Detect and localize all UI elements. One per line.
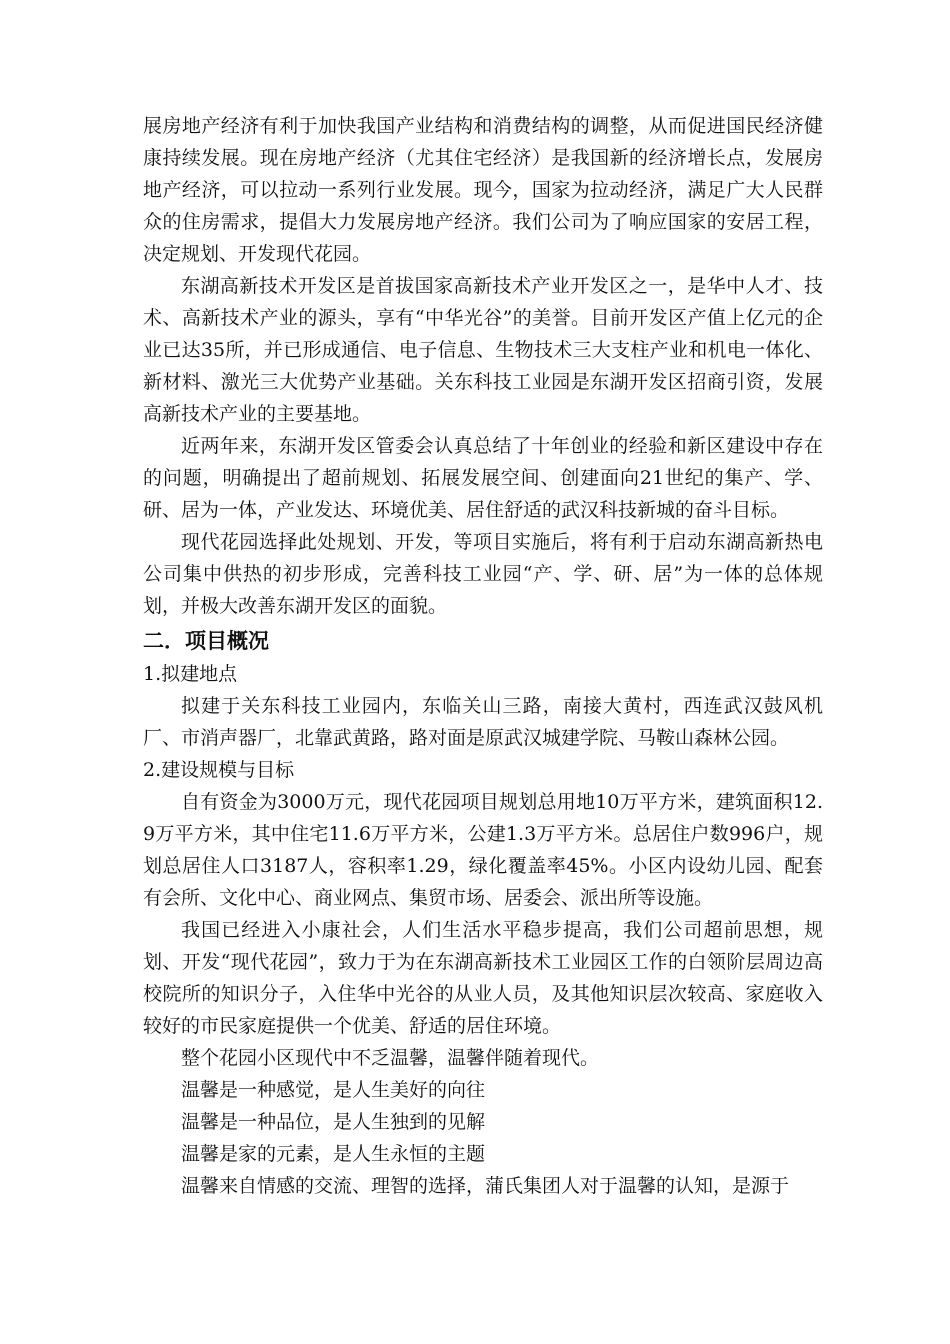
document-page bbox=[143, 110, 823, 1202]
location-paragraph: 拟建于关东科技工业园内，东临关山三路，南接大黄村，西连武汉鼓风机厂、市消声器厂，北靠武黄路，路对面是原武汉城建学院、马鞍山森林公园。 bbox=[143, 695, 823, 749]
poem-line-2: 温馨是一种品位，是人生独到的见解 bbox=[181, 1111, 486, 1133]
intro-paragraph-2: 东湖高新技术开发区是首拔国家高新技术产业开发区之一，是华中人才、技术、高新技术产业的源头，享有“中华光谷”的美誉。目前开发区产值上亿元的企业已达35所，并已形成通信、电子信息、生物技术三大支柱产业和机电一体化、新材料、激光三大优势产业基础。关东科技工业园是东湖开发区招商引资，发展高新技术产业的主要基地。 bbox=[143, 275, 823, 425]
subsection-title-location: 1.拟建地点 bbox=[143, 663, 238, 685]
scale-paragraph-3: 整个花园小区现代中不乏温馨，温馨伴随着现代。 bbox=[181, 1047, 600, 1069]
poem-line-1: 温馨是一种感觉，是人生美好的向往 bbox=[181, 1079, 486, 1101]
intro-paragraph-1: 展房地产经济有利于加快我国产业结构和消费结构的调整，从而促进国民经济健康持续发展。现在房地产经济（尤其住宅经济）是我国新的经济增长点，发展房地产经济，可以拉动一系列行业发展。现今，国家为拉动经济，满足广大人民群众的住房需求，提倡大力发展房地产经济。我们公司为了响应国家的安居工程，决定规划、开发现代花园。 bbox=[143, 115, 823, 265]
intro-paragraph-4: 现代花园选择此处规划、开发，等项目实施后，将有利于启动东湖高新热电公司集中供热的初步形成，完善科技工业园“产、学、研、居”为一体的总体规划，并极大改善东湖开发区的面貌。 bbox=[143, 531, 823, 617]
poem-line-3: 温馨是家的元素，是人生永恒的主题 bbox=[181, 1143, 486, 1165]
section-heading: 二．项目概况 bbox=[143, 629, 269, 653]
subsection-title-scale: 2.建设规模与目标 bbox=[143, 759, 295, 781]
intro-paragraph-3: 近两年来，东湖开发区管委会认真总结了十年创业的经验和新区建设中存在的问题，明确提出了超前规划、拓展发展空间、创建面向21世纪的集产、学、研、居为一体，产业发达、环境优美、居住舒适的武汉科技新城的奋斗目标。 bbox=[143, 435, 823, 521]
closing-paragraph: 温馨来自情感的交流、理智的选择，蒲氏集团人对于温馨的认知，是源于 bbox=[181, 1175, 790, 1197]
scale-paragraph-2: 我国已经进入小康社会，人们生活水平稳步提高，我们公司超前思想，规划、开发“现代花园”，致力于为在东湖高新技术工业园区工作的白领阶层周边高校院所的知识分子，入住华中光谷的从业人员，及其他知识层次较高、家庭收入较好的市民家庭提供一个优美、舒适的居住环境。 bbox=[143, 919, 823, 1037]
scale-paragraph-1: 自有资金为3000万元，现代花园项目规划总用地10万平方米，建筑面积12.9万平方米，其中住宅11.6万平方米，公建1.3万平方米。总居住户数996户，规划总居住人口3187人，容积率1.29，绿化覆盖率45%。小区内设幼儿园、配套有会所、文化中心、商业网点、集贸市场、居委会、派出所等设施。 bbox=[143, 791, 823, 909]
